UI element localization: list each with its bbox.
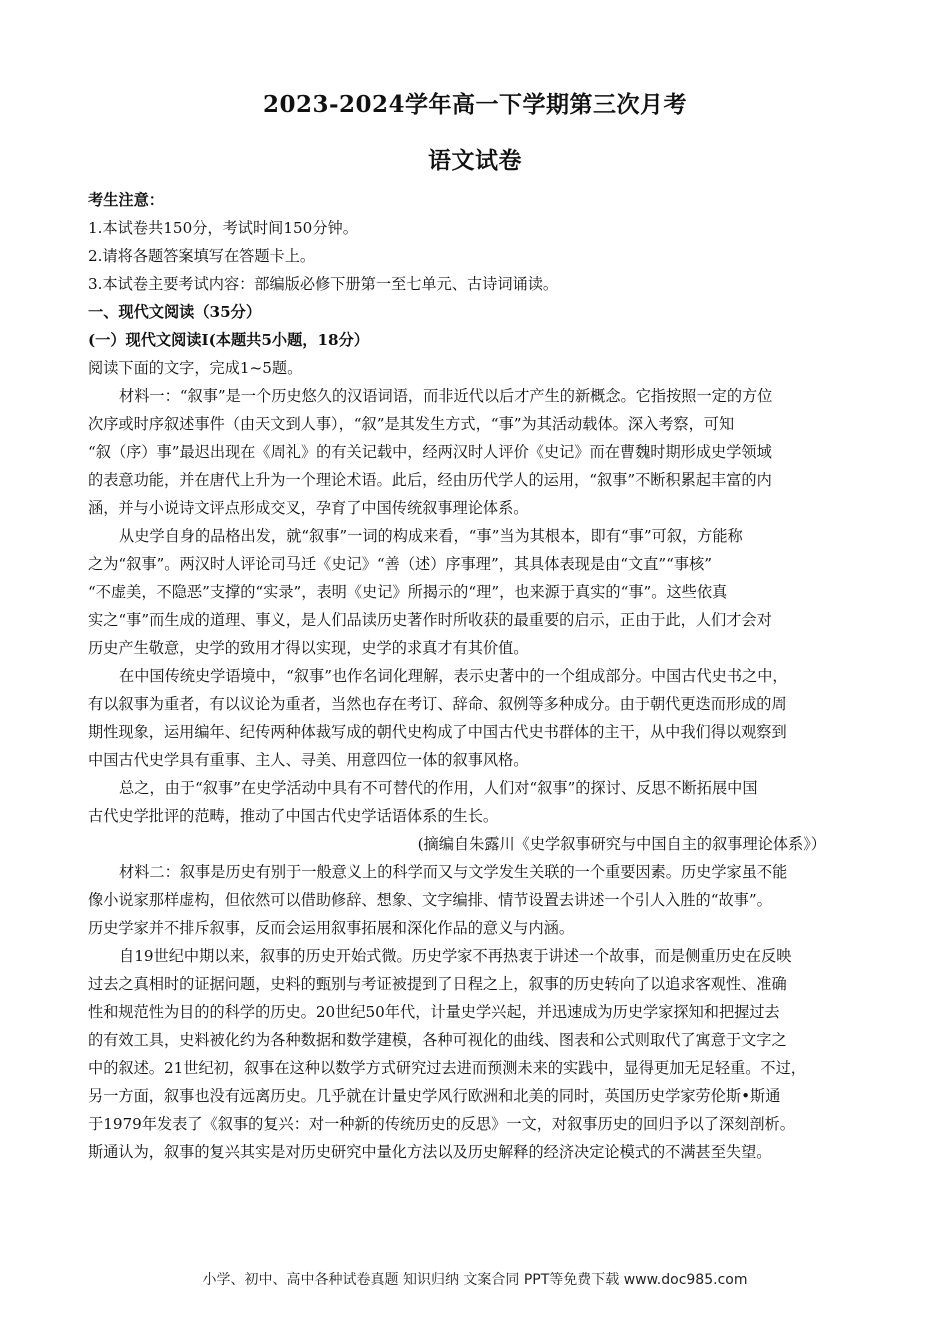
page-subtitle: 语文试卷	[428, 147, 522, 174]
exam-content	[88, 186, 866, 1166]
paragraph-line: 中国古代史学具有重事、主人、寻美、用意四位一体的叙事风格。	[88, 751, 529, 769]
paragraph-line: 中的叙述。21世纪初，叙事在这种以数学方式研究过去进而预测未来的实践中，显得更加无足轻重。不过，	[88, 1059, 806, 1077]
section-heading: 一、现代文阅读（35分）	[88, 303, 262, 321]
paragraph-line: “叙（序）事”最迟出现在《周礼》的有关记载中，经两汉时人评价《史记》而在曹魏时期形成史学领域	[88, 443, 772, 461]
sub-section-heading: (一）现代文阅读Ⅰ(本题共5小题，18分）	[88, 331, 369, 349]
paragraph-line: 在中国传统史学语境中，“叙事”也作名词化理解，表示史著中的一个组成部分。中国古代史书之中，	[119, 667, 788, 685]
page-title: 2023-2024学年高一下学期第三次月考	[262, 91, 688, 118]
paragraph-line: 性和规范性为目的的科学的历史。20世纪50年代，计量史学兴起，并迅速成为历史学家探知和把握过去	[88, 1003, 780, 1021]
source-citation: (摘编自朱露川《史学叙事研究与中国自主的叙事理论体系》）	[417, 835, 826, 853]
notice-heading: 考生注意：	[88, 191, 164, 209]
paragraph-line: 斯通认为，叙事的复兴其实是对历史研究中量化方法以及历史解释的经济决定论模式的不满甚至失望。	[88, 1143, 772, 1161]
paragraph-line: 材料二：叙事是历史有别于一般意义上的科学而又与文学发生关联的一个重要因素。历史学家虽不能	[119, 863, 788, 881]
paragraph-line: 过去之真相时的证据问题，史料的甄别与考证被提到了日程之上，叙事的历史转向了以追求客观性、准确	[88, 975, 787, 993]
paragraph-line: 的表意功能，并在唐代上升为一个理论术语。此后，经由历代学人的运用，“叙事”不断积累起丰富的内	[88, 471, 772, 489]
paragraph-line: 有以叙事为重者，有以议论为重者，当然也存在考订、辞命、叙例等多种成分。由于朝代更迭而形成的周	[88, 695, 787, 713]
paragraph-line: 材料一：“叙事”是一个历史悠久的汉语词语，而非近代以后才产生的新概念。它指按照一定的方位	[119, 387, 773, 405]
paragraph-line: 的有效工具，史料被化约为各种数据和数学建模，各种可视化的曲线、图表和公式则取代了寓意于文字之	[88, 1031, 787, 1049]
footer-note: 小学、初中、高中各种试卷真题 知识归纳 文案合同 PPT等免费下载 www.doc985.com	[202, 1272, 748, 1288]
paragraph-line: 像小说家那样虚构，但依然可以借助修辞、想象、文字编排、情节设置去讲述一个引人入胜的“故事”。	[88, 891, 772, 909]
paragraph-line: 涵，并与小说诗文评点形成交叉，孕育了中国传统叙事理论体系。	[88, 499, 529, 517]
notice-item: 2.请将各题答案填写在答题卡上。	[88, 247, 316, 265]
paragraph-line: “不虚美，不隐恶”支撑的“实录”，表明《史记》所揭示的“理”，也来源于真实的“事”。这些依真	[88, 583, 728, 601]
paragraph-line: 另一方面，叙事也没有远离历史。几乎就在计量史学风行欧洲和北美的同时，英国历史学家劳伦斯•斯通	[88, 1087, 781, 1105]
notice-item: 1.本试卷共150分，考试时间150分钟。	[88, 219, 358, 237]
paragraph-line: 实之“事”而生成的道理、事义，是人们品读历史著作时所收获的最重要的启示，正由于此，人们才会对	[88, 611, 772, 629]
paragraph-line: 从史学自身的品格出发，就“叙事”一词的构成来看，“事”当为其根本，即有“事”可叙，方能称	[119, 527, 743, 545]
paragraph-line: 历史产生敬意，史学的致用才得以实现，史学的求真才有其价值。	[88, 639, 529, 657]
paragraph-line: 之为“叙事”。两汉时人评论司马迁《史记》“善（述）序事理”，其具体表现是由“文直”“事核”	[88, 555, 713, 573]
paragraph-line: 于1979年发表了《叙事的复兴：对一种新的传统历史的反思》一文，对叙事历史的回归予以了深刻剖析。	[88, 1115, 795, 1133]
paragraph-line: 次序或时序叙述事件（由天文到人事），“叙”是其发生方式，“事”为其活动载体。深入考察，可知	[88, 415, 735, 433]
notice-item: 3.本试卷主要考试内容：部编版必修下册第一至七单元、古诗词诵读。	[88, 275, 559, 293]
paragraph-line: 自19世纪中期以来，叙事的历史开始式微。历史学家不再热衷于讲述一个故事，而是侧重历史在反映	[119, 947, 792, 965]
paragraph-line: 期性现象，运用编年、纪传两种体裁写成的朝代史构成了中国古代史书群体的主干，从中我们得以观察到	[88, 723, 787, 741]
paragraph-line: 古代史学批评的范畴，推动了中国古代史学话语体系的生长。	[88, 807, 499, 825]
paragraph-line: 总之，由于“叙事”在史学活动中具有不可替代的作用，人们对“叙事”的探讨、反思不断拓展中国	[119, 779, 758, 797]
reading-instruction: 阅读下面的文字，完成1~5题。	[88, 359, 303, 377]
paragraph-line: 历史学家并不排斥叙事，反而会运用叙事拓展和深化作品的意义与内涵。	[88, 919, 574, 937]
